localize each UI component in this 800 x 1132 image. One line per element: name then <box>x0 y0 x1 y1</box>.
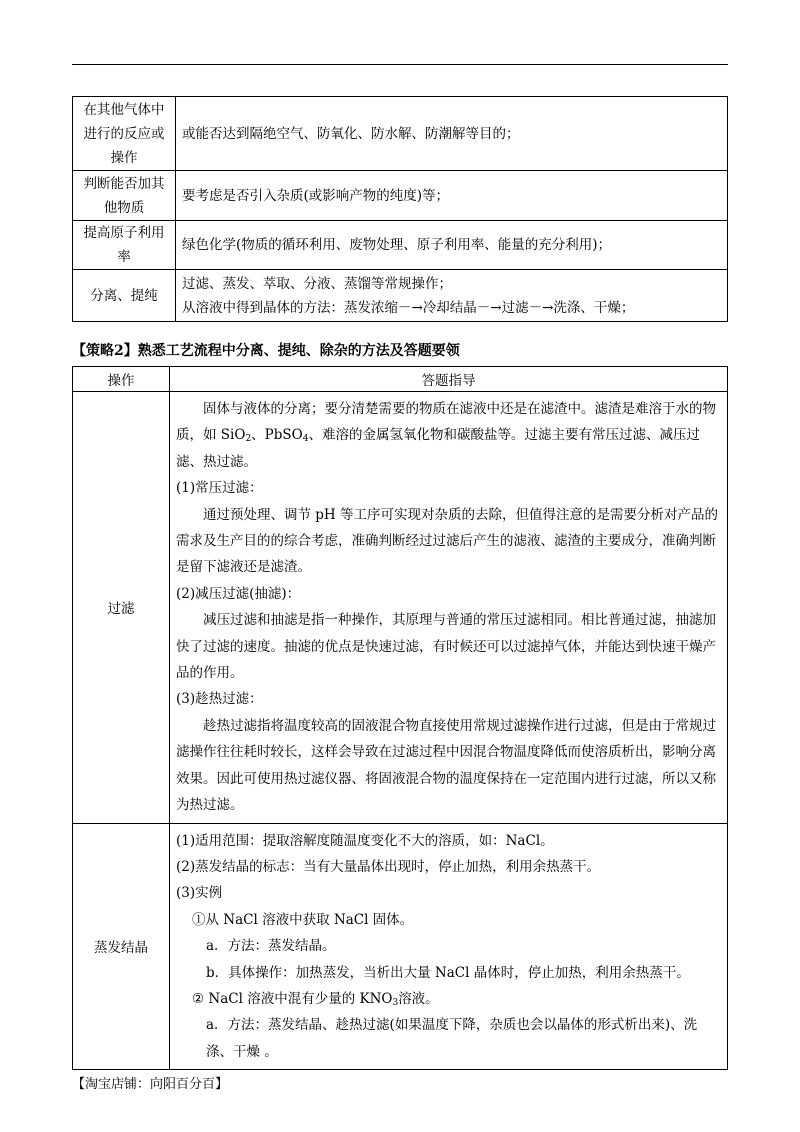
subscript: 2 <box>245 434 252 445</box>
content-line: a．方法：蒸发结晶。 <box>206 938 336 955</box>
text-run: ② NaCl 溶液中混有少量的 KNO <box>192 990 393 1007</box>
content-line: 绿色化学(物质的循环利用、废物处理、原子利用率、能量的充分利用)； <box>182 237 612 253</box>
row-label: 在其他气体中进行的反应或操作 <box>73 97 176 171</box>
text-run: 溶液。 <box>398 990 439 1007</box>
content-line: (2)蒸发结晶的标志：当有大量晶体出现时，停止加热，利用余热蒸干。 <box>176 858 601 875</box>
paragraph: 通过预处理、调节 pH 等工序可实现对杂质的去除，但值得注意的是需要分析对产品的需求及生产目的的综合考虑，准确判断经过过滤后产生的滤液、滤渣的主要成分，准确判断是留下滤液还是滤渣。 <box>176 506 718 576</box>
row-content <box>170 392 728 824</box>
row-content <box>176 221 728 270</box>
subscript: 3 <box>392 997 399 1008</box>
row-content <box>170 823 728 1070</box>
content-line: 或能否达到隔绝空气、防氧化、防水解、防潮解等目的； <box>182 125 520 142</box>
footer-shop-label: 【淘宝店铺：向阳百分百】 <box>72 1077 229 1092</box>
table-row <box>73 270 728 322</box>
paragraph: 减压过滤和抽滤是指一种操作，其原理与普通的常压过滤相同。相比普通过滤，抽滤加快了过滤的速度。抽滤的优点是快速过滤，有时候还可以过滤掉气体，并能达到快速干燥产品的作用。 <box>176 612 716 682</box>
text-run: 固体与液体的分离；要分清楚需要的物质在滤液中还是在滤渣中。滤渣是难溶于水的物质，如 SiO <box>176 401 716 444</box>
row-label: 过滤 <box>73 392 170 824</box>
content-line: (1)适用范围：提取溶解度随温度变化不大的溶质，如：NaCl。 <box>176 832 554 849</box>
row-content <box>176 171 728 221</box>
paragraph: 趁热过滤指将温度较高的固液混合物直接使用常规过滤操作进行过滤，但是由于常规过滤操作往往耗时较长，这样会导致在过滤过程中因混合物温度降低而使溶质析出，影响分离效果。因此可使用热过滤仪器、将固液混合物的温度保持在一定范围内进行过滤，所以又称为热过滤。 <box>176 717 716 814</box>
content-line: 过滤、蒸发、萃取、分液、蒸馏等常规操作； <box>182 275 452 292</box>
table-row <box>73 221 728 270</box>
subheading: (1)常压过滤： <box>176 480 263 497</box>
content-line <box>176 986 719 1012</box>
table-row <box>73 392 728 824</box>
row-label: 分离、提纯 <box>73 270 176 322</box>
paragraph <box>176 396 719 475</box>
column-header-guidance: 答题指导 <box>170 367 728 392</box>
separation-methods-table <box>72 366 728 1070</box>
table-header-row <box>73 367 728 392</box>
content-line: (3)实例 <box>176 885 223 902</box>
content-line: a．方法：蒸发结晶、趁热过滤(如果温度下降，杂质也会以晶体的形式析出来)、洗涤、干燥 。 <box>206 1017 698 1060</box>
content-line: ①从 NaCl 溶液中获取 NaCl 固体。 <box>192 911 414 928</box>
row-label: 判断能否加其他物质 <box>73 171 176 221</box>
column-header-operation: 操作 <box>73 367 170 392</box>
subheading: (2)减压过滤(抽滤)： <box>176 585 301 602</box>
text-run: 、PbSO <box>251 427 303 444</box>
subheading: (3)趁热过滤： <box>176 691 263 708</box>
table-row <box>73 171 728 221</box>
content-line: 要考虑是否引入杂质(或影响产物的纯度)等； <box>182 187 450 204</box>
table-row <box>73 823 728 1070</box>
subscript: 4 <box>302 434 309 445</box>
process-table <box>72 96 728 322</box>
table-row <box>73 97 728 171</box>
content-line: 从溶液中得到晶体的方法：蒸发浓缩－→冷却结晶－→过滤－→洗涤、干燥； <box>182 299 635 316</box>
header-rule <box>72 64 728 65</box>
section-title: 【策略2】熟悉工艺流程中分离、提纯、除杂的方法及答题要领 <box>72 343 460 359</box>
row-content <box>176 97 728 171</box>
text-run: 、难溶的金属氢氧化物和碳酸盐等。过滤主要有常压过滤、减压过滤、热过滤。 <box>176 427 700 470</box>
row-content <box>176 270 728 322</box>
row-label: 提高原子利用率 <box>73 221 176 270</box>
row-label: 蒸发结晶 <box>73 823 170 1070</box>
content-line: b．具体操作：加热蒸发，当析出大量 NaCl 晶体时，停止加热，利用余热蒸干。 <box>206 964 690 981</box>
